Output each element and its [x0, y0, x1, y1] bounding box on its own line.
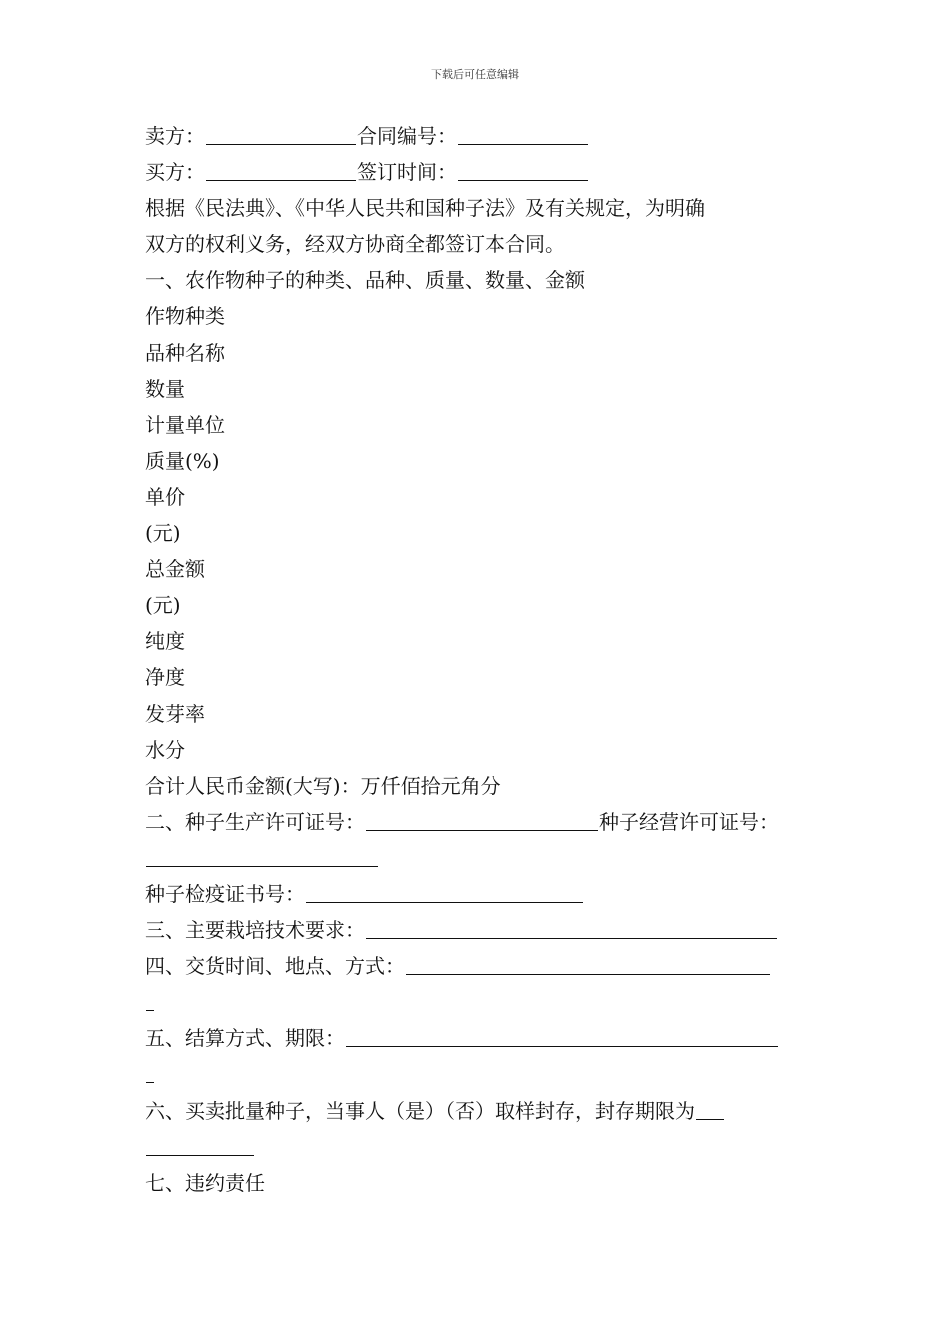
unit-price-label: 单价 [145, 484, 185, 509]
purity-label: 纯度 [145, 629, 185, 654]
section-3-line [145, 912, 825, 948]
settlement-blank-overflow[interactable] [146, 1061, 154, 1083]
page-header: 下载后可任意编辑 [431, 68, 519, 81]
delivery-blank[interactable] [406, 953, 770, 975]
germination-label: 发芽率 [145, 701, 205, 726]
contract-body [145, 118, 825, 1201]
settlement-blank[interactable] [346, 1025, 778, 1047]
seller-blank[interactable] [206, 123, 356, 145]
variety-label: 品种名称 [145, 340, 225, 365]
section-7-title: 七、违约责任 [145, 1170, 265, 1195]
moisture-label: 水分 [145, 737, 185, 762]
contract-no-label: 合同编号： [357, 124, 457, 148]
cultivation-blank[interactable] [366, 917, 777, 939]
sign-date-blank[interactable] [458, 159, 588, 181]
section-5-overflow [145, 1056, 825, 1092]
section-6-line [145, 1093, 825, 1129]
sign-date-label: 签订时间： [357, 160, 457, 185]
unit-label: 计量单位 [145, 412, 225, 437]
buyer-label: 买方： [145, 160, 205, 185]
section-1-title: 一、农作物种子的种类、品种、质量、数量、金额 [145, 268, 585, 293]
seller-label: 卖方： [145, 124, 205, 148]
intro-line-2: 双方的权利义务，经双方协商全都签订本合同。 [145, 232, 565, 257]
section-2-line [145, 804, 825, 840]
contract-no-blank[interactable] [458, 123, 588, 145]
quantity-label: 数量 [145, 376, 185, 401]
sum-rmb-line: 合计人民币金额(大写)：万仟佰拾元角分 [145, 773, 501, 798]
total-label: 总金额 [145, 557, 205, 582]
operation-license-line [145, 840, 825, 876]
intro-line-1: 根据《民法典》、《中华人民共和国种子法》及有关规定，为明确 [145, 196, 705, 221]
section-5-line [145, 1020, 825, 1056]
crop-type-label: 作物种类 [145, 304, 225, 329]
delivery-label: 四、交货时间、地点、方式： [145, 954, 405, 979]
buyer-line [145, 154, 825, 190]
section-6-overflow [145, 1129, 825, 1165]
sealing-period-blank-overflow[interactable] [146, 1134, 254, 1156]
operation-license-blank[interactable] [146, 845, 378, 867]
quality-label: 质量(%) [145, 448, 220, 473]
section-4-overflow [145, 984, 825, 1020]
production-license-blank[interactable] [366, 809, 598, 831]
delivery-blank-overflow[interactable] [146, 989, 154, 1011]
yuan-label-2: (元) [145, 593, 181, 618]
cultivation-label: 三、主要栽培技术要求： [145, 918, 365, 943]
section-4-line [145, 948, 825, 984]
yuan-label-1: (元) [145, 521, 181, 546]
quarantine-blank[interactable] [306, 881, 583, 903]
sealing-period-blank[interactable] [696, 1098, 724, 1120]
quarantine-line [145, 876, 825, 912]
operation-license-label: 种子经营许可证号： [599, 809, 779, 834]
sampling-label: 六、买卖批量种子，当事人（是）（否）取样封存，封存期限为 [145, 1098, 695, 1123]
buyer-blank[interactable] [206, 159, 356, 181]
production-license-label: 二、种子生产许可证号： [145, 809, 365, 834]
cleanliness-label: 净度 [145, 665, 185, 690]
quarantine-label: 种子检疫证书号： [145, 881, 305, 906]
seller-line [145, 118, 825, 154]
settlement-label: 五、结算方式、期限： [145, 1026, 345, 1051]
